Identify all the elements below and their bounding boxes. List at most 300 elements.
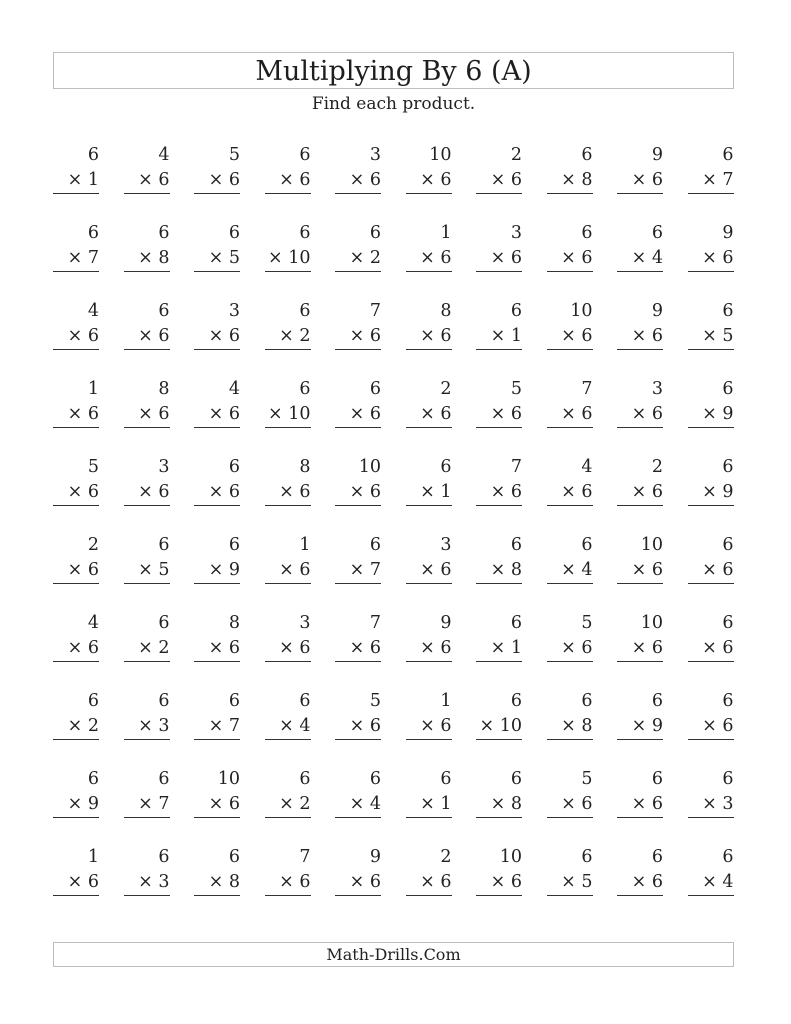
problem-multiplicand: 5 xyxy=(369,691,381,711)
problem-multiplier: × 6 xyxy=(617,558,663,584)
problem-7-9 xyxy=(617,611,663,689)
problem-6-6 xyxy=(406,533,452,611)
problem-multiplier: × 9 xyxy=(617,714,663,740)
problem-multiplier: × 7 xyxy=(53,246,99,272)
problem-multiplier: × 6 xyxy=(265,168,311,194)
problem-multiplier: × 6 xyxy=(194,402,240,428)
problem-6-2 xyxy=(124,533,170,611)
problem-multiplicand: 8 xyxy=(158,379,170,399)
problem-multiplier: × 6 xyxy=(335,636,381,662)
problem-multiplicand: 9 xyxy=(651,301,663,321)
problem-multiplier: × 6 xyxy=(53,870,99,896)
problem-multiplier: × 6 xyxy=(617,168,663,194)
problem-multiplier: × 6 xyxy=(688,246,734,272)
problem-8-8 xyxy=(547,689,593,767)
problem-10-10 xyxy=(688,845,734,923)
problem-multiplier: × 6 xyxy=(406,714,452,740)
problem-multiplicand: 6 xyxy=(722,457,734,477)
problem-5-2 xyxy=(124,455,170,533)
problem-5-8 xyxy=(547,455,593,533)
problem-10-3 xyxy=(194,845,240,923)
problem-9-5 xyxy=(335,767,381,845)
problem-multiplicand: 5 xyxy=(510,379,522,399)
worksheet-title: Multiplying By 6 (A) xyxy=(53,52,734,89)
problem-10-8 xyxy=(547,845,593,923)
problem-multiplier: × 6 xyxy=(406,168,452,194)
problem-6-3 xyxy=(194,533,240,611)
problem-4-2 xyxy=(124,377,170,455)
problem-multiplicand: 6 xyxy=(722,691,734,711)
problem-multiplier: × 1 xyxy=(53,168,99,194)
problem-9-3 xyxy=(194,767,240,845)
problem-multiplicand: 6 xyxy=(158,691,170,711)
problem-multiplier: × 6 xyxy=(194,792,240,818)
problem-multiplicand: 9 xyxy=(369,847,381,867)
problem-multiplier: × 6 xyxy=(547,480,593,506)
problem-7-6 xyxy=(406,611,452,689)
problem-multiplicand: 7 xyxy=(299,847,311,867)
problem-multiplier: × 5 xyxy=(547,870,593,896)
problem-9-9 xyxy=(617,767,663,845)
problem-6-1 xyxy=(53,533,99,611)
problem-6-4 xyxy=(265,533,311,611)
problem-6-8 xyxy=(547,533,593,611)
problem-8-3 xyxy=(194,689,240,767)
problem-1-2 xyxy=(124,143,170,221)
problem-multiplier: × 6 xyxy=(194,324,240,350)
problem-multiplicand: 6 xyxy=(722,769,734,789)
problem-10-1 xyxy=(53,845,99,923)
problem-multiplicand: 6 xyxy=(651,769,663,789)
problem-3-6 xyxy=(406,299,452,377)
problem-1-10 xyxy=(688,143,734,221)
problem-2-9 xyxy=(617,221,663,299)
problem-grid xyxy=(53,143,734,923)
problem-multiplier: × 8 xyxy=(547,714,593,740)
problem-multiplicand: 10 xyxy=(640,613,663,633)
problem-multiplicand: 6 xyxy=(722,301,734,321)
problem-multiplicand: 2 xyxy=(440,847,452,867)
problem-multiplicand: 5 xyxy=(581,613,593,633)
problem-multiplier: × 2 xyxy=(53,714,99,740)
problem-multiplicand: 6 xyxy=(581,145,593,165)
problem-6-10 xyxy=(688,533,734,611)
problem-multiplier: × 6 xyxy=(547,402,593,428)
problem-multiplier: × 6 xyxy=(547,792,593,818)
problem-multiplicand: 6 xyxy=(87,145,99,165)
problem-multiplicand: 6 xyxy=(228,847,240,867)
problem-multiplier: × 3 xyxy=(124,714,170,740)
problem-multiplicand: 8 xyxy=(299,457,311,477)
problem-3-3 xyxy=(194,299,240,377)
problem-multiplier: × 6 xyxy=(53,558,99,584)
problem-multiplier: × 6 xyxy=(335,714,381,740)
problem-multiplicand: 6 xyxy=(722,847,734,867)
problem-multiplier: × 6 xyxy=(617,480,663,506)
problem-multiplier: × 8 xyxy=(476,792,522,818)
problem-multiplicand: 1 xyxy=(440,223,452,243)
problem-1-6 xyxy=(406,143,452,221)
problem-multiplicand: 8 xyxy=(440,301,452,321)
problem-2-7 xyxy=(476,221,522,299)
problem-3-5 xyxy=(335,299,381,377)
problem-5-6 xyxy=(406,455,452,533)
problem-10-7 xyxy=(476,845,522,923)
problem-multiplicand: 4 xyxy=(581,457,593,477)
problem-multiplier: × 2 xyxy=(265,792,311,818)
problem-8-4 xyxy=(265,689,311,767)
problem-8-5 xyxy=(335,689,381,767)
problem-multiplier: × 1 xyxy=(406,480,452,506)
problem-multiplicand: 1 xyxy=(440,691,452,711)
problem-multiplier: × 6 xyxy=(406,324,452,350)
problem-multiplicand: 6 xyxy=(87,223,99,243)
problem-multiplier: × 6 xyxy=(194,168,240,194)
problem-multiplier: × 4 xyxy=(265,714,311,740)
problem-multiplier: × 6 xyxy=(617,792,663,818)
problem-3-4 xyxy=(265,299,311,377)
problem-multiplicand: 6 xyxy=(369,535,381,555)
problem-multiplier: × 6 xyxy=(335,168,381,194)
problem-multiplicand: 2 xyxy=(510,145,522,165)
problem-4-8 xyxy=(547,377,593,455)
problem-multiplier: × 6 xyxy=(547,246,593,272)
problem-multiplicand: 6 xyxy=(158,769,170,789)
problem-multiplier: × 6 xyxy=(476,480,522,506)
problem-multiplier: × 6 xyxy=(406,402,452,428)
problem-multiplier: × 6 xyxy=(265,480,311,506)
problem-multiplier: × 6 xyxy=(53,636,99,662)
problem-multiplicand: 6 xyxy=(651,691,663,711)
problem-multiplier: × 8 xyxy=(476,558,522,584)
problem-5-3 xyxy=(194,455,240,533)
problem-4-4 xyxy=(265,377,311,455)
problem-multiplicand: 6 xyxy=(158,847,170,867)
problem-multiplicand: 6 xyxy=(299,223,311,243)
problem-multiplicand: 7 xyxy=(510,457,522,477)
problem-multiplier: × 6 xyxy=(124,402,170,428)
problem-multiplicand: 3 xyxy=(299,613,311,633)
problem-multiplicand: 9 xyxy=(440,613,452,633)
problem-multiplier: × 9 xyxy=(688,402,734,428)
problem-multiplicand: 6 xyxy=(299,769,311,789)
problem-multiplicand: 6 xyxy=(369,379,381,399)
problem-multiplicand: 6 xyxy=(299,145,311,165)
problem-2-1 xyxy=(53,221,99,299)
problem-multiplicand: 8 xyxy=(228,613,240,633)
problem-multiplier: × 6 xyxy=(617,402,663,428)
problem-multiplier: × 1 xyxy=(476,324,522,350)
problem-multiplier: × 6 xyxy=(547,636,593,662)
problem-multiplier: × 6 xyxy=(406,870,452,896)
problem-1-9 xyxy=(617,143,663,221)
problem-multiplier: × 10 xyxy=(476,714,522,740)
problem-multiplicand: 4 xyxy=(158,145,170,165)
problem-multiplicand: 5 xyxy=(87,457,99,477)
problem-multiplicand: 6 xyxy=(722,145,734,165)
problem-8-10 xyxy=(688,689,734,767)
problem-multiplicand: 10 xyxy=(499,847,522,867)
problem-multiplicand: 6 xyxy=(228,223,240,243)
problem-multiplicand: 3 xyxy=(369,145,381,165)
problem-multiplier: × 1 xyxy=(406,792,452,818)
problem-4-7 xyxy=(476,377,522,455)
problem-multiplier: × 8 xyxy=(124,246,170,272)
problem-multiplier: × 6 xyxy=(476,402,522,428)
problem-1-1 xyxy=(53,143,99,221)
problem-multiplicand: 6 xyxy=(158,301,170,321)
problem-multiplicand: 2 xyxy=(651,457,663,477)
problem-multiplicand: 6 xyxy=(510,535,522,555)
problem-10-9 xyxy=(617,845,663,923)
problem-multiplier: × 6 xyxy=(124,480,170,506)
problem-multiplicand: 6 xyxy=(510,691,522,711)
problem-9-6 xyxy=(406,767,452,845)
problem-multiplier: × 6 xyxy=(265,870,311,896)
problem-multiplier: × 4 xyxy=(617,246,663,272)
problem-multiplier: × 6 xyxy=(335,480,381,506)
problem-multiplicand: 6 xyxy=(299,379,311,399)
problem-7-7 xyxy=(476,611,522,689)
problem-multiplier: × 3 xyxy=(688,792,734,818)
problem-6-7 xyxy=(476,533,522,611)
problem-multiplicand: 6 xyxy=(440,769,452,789)
problem-1-5 xyxy=(335,143,381,221)
problem-multiplicand: 4 xyxy=(228,379,240,399)
problem-8-2 xyxy=(124,689,170,767)
problem-multiplier: × 4 xyxy=(688,870,734,896)
problem-7-8 xyxy=(547,611,593,689)
problem-multiplier: × 5 xyxy=(194,246,240,272)
problem-multiplier: × 6 xyxy=(406,558,452,584)
problem-7-10 xyxy=(688,611,734,689)
problem-1-7 xyxy=(476,143,522,221)
problem-multiplicand: 9 xyxy=(651,145,663,165)
problem-2-3 xyxy=(194,221,240,299)
problem-multiplicand: 6 xyxy=(651,847,663,867)
problem-multiplicand: 6 xyxy=(440,457,452,477)
problem-2-2 xyxy=(124,221,170,299)
problem-5-10 xyxy=(688,455,734,533)
problem-multiplier: × 1 xyxy=(476,636,522,662)
problem-multiplicand: 5 xyxy=(581,769,593,789)
problem-multiplier: × 5 xyxy=(124,558,170,584)
problem-multiplier: × 6 xyxy=(688,714,734,740)
problem-9-4 xyxy=(265,767,311,845)
problem-multiplicand: 6 xyxy=(581,847,593,867)
problem-7-3 xyxy=(194,611,240,689)
problem-multiplicand: 7 xyxy=(581,379,593,399)
problem-multiplicand: 10 xyxy=(640,535,663,555)
problem-multiplicand: 3 xyxy=(440,535,452,555)
problem-multiplicand: 6 xyxy=(299,691,311,711)
problem-5-4 xyxy=(265,455,311,533)
problem-multiplicand: 6 xyxy=(299,301,311,321)
problem-multiplicand: 3 xyxy=(651,379,663,399)
problem-multiplicand: 6 xyxy=(510,301,522,321)
problem-5-7 xyxy=(476,455,522,533)
problem-multiplicand: 6 xyxy=(722,379,734,399)
problem-10-4 xyxy=(265,845,311,923)
problem-multiplicand: 3 xyxy=(510,223,522,243)
problem-multiplicand: 6 xyxy=(369,223,381,243)
problem-2-10 xyxy=(688,221,734,299)
problem-3-8 xyxy=(547,299,593,377)
problem-multiplicand: 5 xyxy=(228,145,240,165)
problem-multiplicand: 1 xyxy=(87,847,99,867)
problem-4-3 xyxy=(194,377,240,455)
problem-3-10 xyxy=(688,299,734,377)
problem-multiplicand: 6 xyxy=(158,613,170,633)
problem-multiplicand: 6 xyxy=(158,223,170,243)
problem-multiplier: × 8 xyxy=(194,870,240,896)
problem-multiplier: × 6 xyxy=(406,246,452,272)
problem-multiplicand: 3 xyxy=(158,457,170,477)
problem-3-9 xyxy=(617,299,663,377)
problem-multiplier: × 6 xyxy=(476,870,522,896)
problem-8-1 xyxy=(53,689,99,767)
problem-multiplier: × 6 xyxy=(688,636,734,662)
problem-multiplicand: 10 xyxy=(358,457,381,477)
problem-7-5 xyxy=(335,611,381,689)
problem-multiplicand: 3 xyxy=(228,301,240,321)
problem-multiplier: × 6 xyxy=(547,324,593,350)
problem-multiplier: × 6 xyxy=(194,480,240,506)
problem-multiplier: × 6 xyxy=(124,324,170,350)
problem-multiplier: × 5 xyxy=(688,324,734,350)
problem-multiplier: × 6 xyxy=(335,324,381,350)
problem-4-10 xyxy=(688,377,734,455)
problem-multiplicand: 6 xyxy=(228,457,240,477)
problem-multiplier: × 7 xyxy=(335,558,381,584)
problem-8-6 xyxy=(406,689,452,767)
problem-multiplicand: 7 xyxy=(369,301,381,321)
problem-7-4 xyxy=(265,611,311,689)
problem-multiplier: × 6 xyxy=(688,558,734,584)
problem-multiplicand: 2 xyxy=(87,535,99,555)
problem-multiplier: × 6 xyxy=(124,168,170,194)
problem-2-8 xyxy=(547,221,593,299)
problem-multiplicand: 9 xyxy=(722,223,734,243)
footer-site-name: Math-Drills.Com xyxy=(53,942,734,967)
problem-multiplicand: 6 xyxy=(228,691,240,711)
worksheet-instructions: Find each product. xyxy=(311,94,476,114)
problem-multiplicand: 6 xyxy=(510,769,522,789)
problem-multiplier: × 7 xyxy=(688,168,734,194)
problem-multiplier: × 6 xyxy=(617,636,663,662)
problem-5-9 xyxy=(617,455,663,533)
problem-7-2 xyxy=(124,611,170,689)
problem-multiplier: × 3 xyxy=(124,870,170,896)
problem-3-7 xyxy=(476,299,522,377)
problem-multiplier: × 6 xyxy=(265,636,311,662)
problem-multiplier: × 2 xyxy=(335,246,381,272)
problem-multiplicand: 6 xyxy=(581,691,593,711)
problem-1-4 xyxy=(265,143,311,221)
problem-7-1 xyxy=(53,611,99,689)
problem-multiplier: × 6 xyxy=(53,480,99,506)
problem-10-5 xyxy=(335,845,381,923)
problem-multiplicand: 6 xyxy=(158,535,170,555)
problem-multiplicand: 6 xyxy=(87,769,99,789)
problem-multiplier: × 6 xyxy=(53,402,99,428)
problem-multiplicand: 6 xyxy=(228,535,240,555)
problem-multiplier: × 7 xyxy=(194,714,240,740)
problem-2-6 xyxy=(406,221,452,299)
problem-multiplier: × 8 xyxy=(547,168,593,194)
problem-3-2 xyxy=(124,299,170,377)
problem-multiplicand: 2 xyxy=(440,379,452,399)
problem-9-7 xyxy=(476,767,522,845)
problem-multiplier: × 9 xyxy=(53,792,99,818)
problem-5-5 xyxy=(335,455,381,533)
problem-multiplicand: 6 xyxy=(651,223,663,243)
problem-multiplier: × 6 xyxy=(476,246,522,272)
problem-10-6 xyxy=(406,845,452,923)
problem-multiplier: × 6 xyxy=(194,636,240,662)
problem-6-9 xyxy=(617,533,663,611)
problem-1-3 xyxy=(194,143,240,221)
problem-multiplier: × 6 xyxy=(617,870,663,896)
problem-multiplier: × 6 xyxy=(265,558,311,584)
problem-3-1 xyxy=(53,299,99,377)
problem-multiplicand: 6 xyxy=(722,535,734,555)
problem-multiplicand: 6 xyxy=(87,691,99,711)
problem-multiplier: × 2 xyxy=(124,636,170,662)
problem-9-1 xyxy=(53,767,99,845)
problem-multiplier: × 6 xyxy=(53,324,99,350)
problem-multiplier: × 7 xyxy=(124,792,170,818)
problem-multiplier: × 10 xyxy=(265,402,311,428)
problem-9-2 xyxy=(124,767,170,845)
problem-9-8 xyxy=(547,767,593,845)
problem-2-5 xyxy=(335,221,381,299)
problem-9-10 xyxy=(688,767,734,845)
problem-4-1 xyxy=(53,377,99,455)
problem-10-2 xyxy=(124,845,170,923)
problem-multiplicand: 6 xyxy=(581,535,593,555)
problem-multiplier: × 4 xyxy=(547,558,593,584)
problem-multiplier: × 6 xyxy=(406,636,452,662)
problem-multiplier: × 2 xyxy=(265,324,311,350)
problem-4-9 xyxy=(617,377,663,455)
problem-4-6 xyxy=(406,377,452,455)
problem-8-9 xyxy=(617,689,663,767)
problem-multiplicand: 1 xyxy=(87,379,99,399)
problem-2-4 xyxy=(265,221,311,299)
problem-multiplicand: 10 xyxy=(570,301,593,321)
problem-multiplicand: 6 xyxy=(510,613,522,633)
problem-multiplicand: 10 xyxy=(217,769,240,789)
problem-multiplicand: 4 xyxy=(87,613,99,633)
problem-multiplicand: 4 xyxy=(87,301,99,321)
problem-multiplicand: 7 xyxy=(369,613,381,633)
problem-multiplier: × 6 xyxy=(335,402,381,428)
problem-multiplier: × 10 xyxy=(265,246,311,272)
problem-1-8 xyxy=(547,143,593,221)
problem-multiplicand: 6 xyxy=(369,769,381,789)
problem-6-5 xyxy=(335,533,381,611)
problem-multiplier: × 6 xyxy=(617,324,663,350)
problem-multiplicand: 6 xyxy=(581,223,593,243)
problem-multiplier: × 9 xyxy=(688,480,734,506)
problem-multiplier: × 9 xyxy=(194,558,240,584)
problem-multiplicand: 1 xyxy=(299,535,311,555)
problem-multiplier: × 4 xyxy=(335,792,381,818)
problem-multiplicand: 6 xyxy=(722,613,734,633)
problem-4-5 xyxy=(335,377,381,455)
problem-multiplier: × 6 xyxy=(335,870,381,896)
